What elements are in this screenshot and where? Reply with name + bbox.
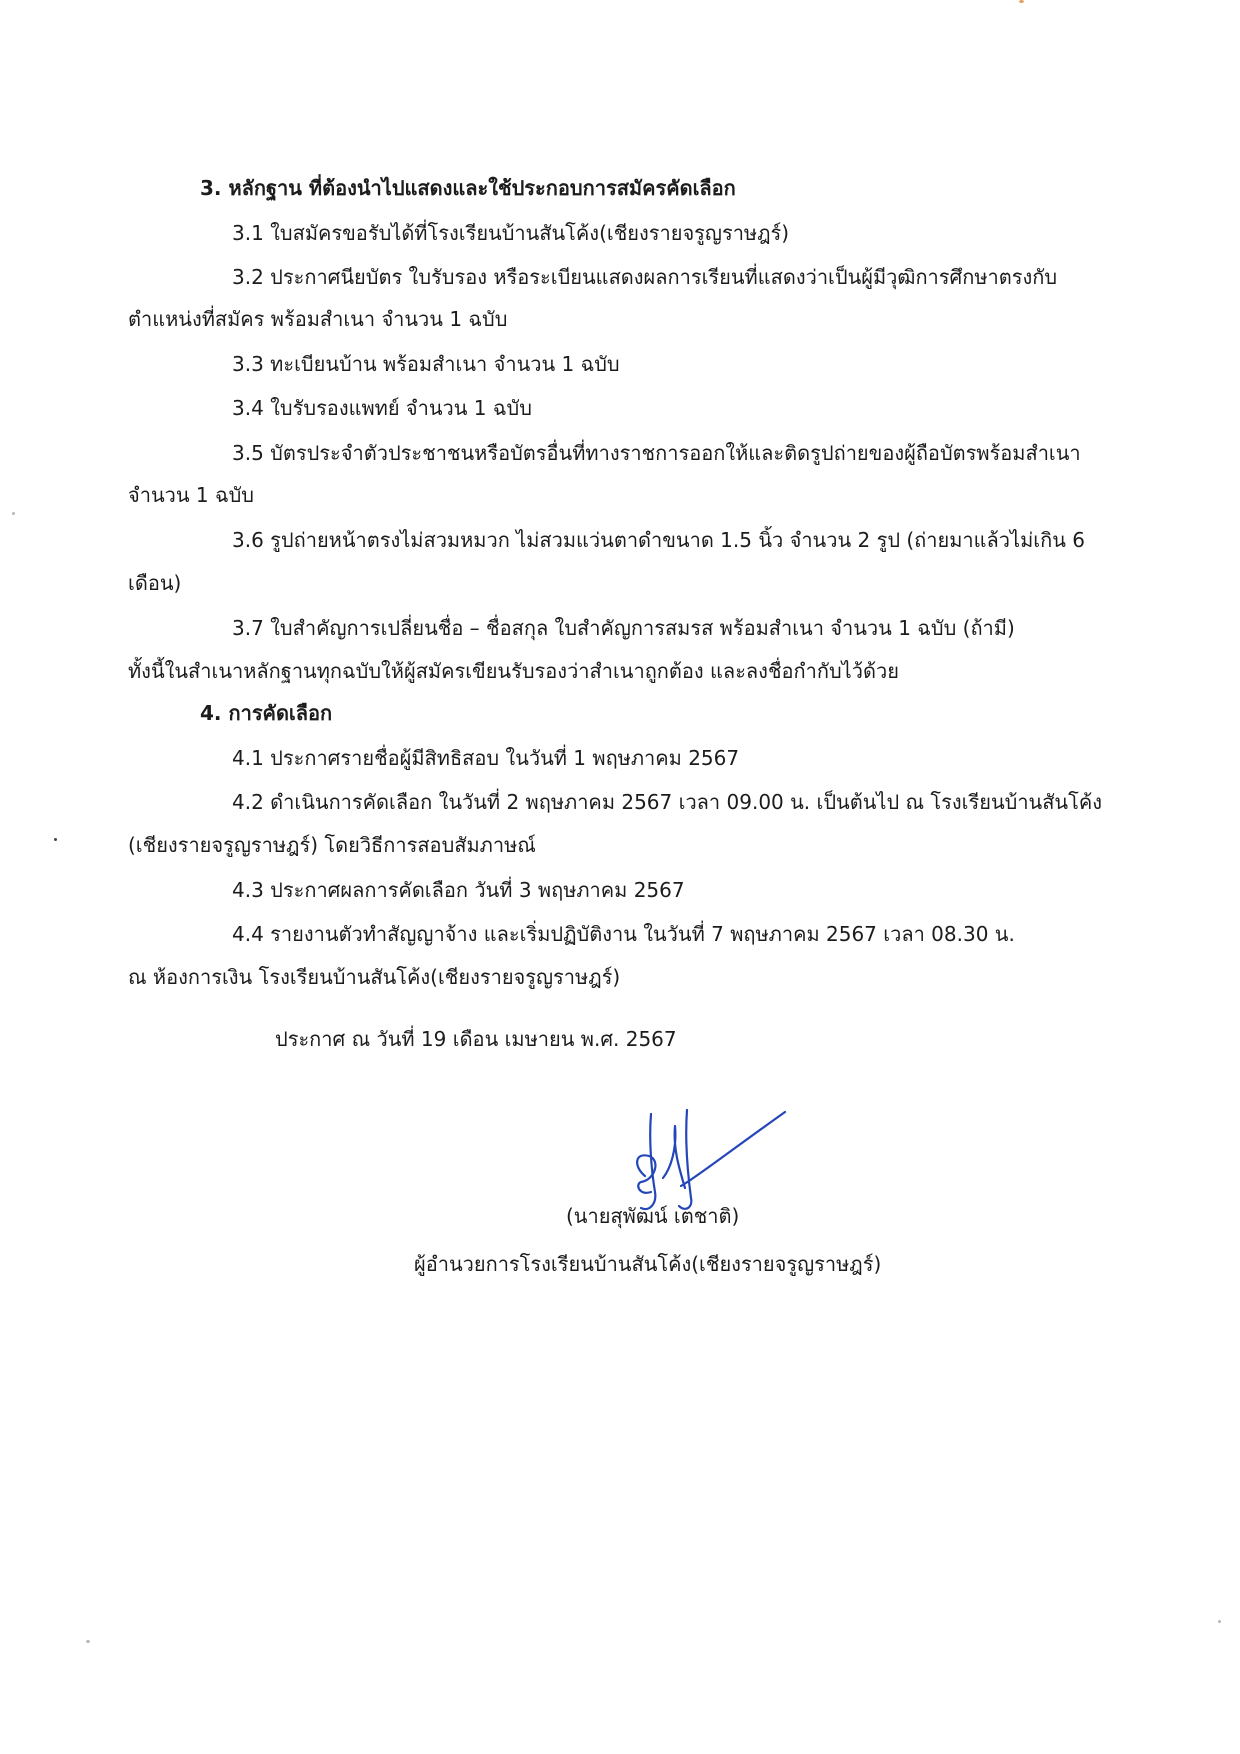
item-3-1: 3.1 ใบสมัครขอรับได้ที่โรงเรียนบ้านสันโค้ง(เชียงรายจรูญราษฎร์)	[232, 221, 790, 245]
scan-speck	[54, 838, 57, 841]
item-4-4-line2: ณ ห้องการเงิน โรงเรียนบ้านสันโค้ง(เชียงรายจรูญราษฎร์)	[128, 965, 621, 989]
section-4-heading: 4. การคัดเลือก	[200, 701, 333, 725]
item-3-6-line1: 3.6 รูปถ่ายหน้าตรงไม่สวมหมวก ไม่สวมแว่นตาดำขนาด 1.5 นิ้ว จำนวน 2 รูป (ถ่ายมาแล้วไม่เกิน 6	[232, 528, 1085, 552]
item-3-4: 3.4 ใบรับรองแพทย์ จำนวน 1 ฉบับ	[232, 396, 532, 420]
announcement-date: ประกาศ ณ วันที่ 19 เดือน เมษายน พ.ศ. 2567	[275, 1027, 677, 1051]
item-3-6-line2: เดือน)	[128, 571, 182, 595]
signer-name: (นายสุพัฒน์ เตชาติ)	[566, 1204, 740, 1228]
scan-speck	[1218, 1620, 1221, 1623]
scan-speck	[86, 1640, 90, 1643]
item-3-5-line1: 3.5 บัตรประจำตัวประชาชนหรือบัตรอื่นที่ทางราชการออกให้และติดรูปถ่ายของผู้ถือบัตรพร้อมสำเนา	[232, 441, 1081, 465]
item-4-2-line2: (เชียงรายจรูญราษฎร์) โดยวิธีการสอบสัมภาษณ์	[128, 833, 536, 857]
section-3-heading: 3. หลักฐาน ที่ต้องนำไปแสดงและใช้ประกอบการสมัครคัดเลือก	[200, 176, 736, 200]
item-3-5-line2: จำนวน 1 ฉบับ	[128, 483, 254, 507]
item-3-2-line2: ตำแหน่งที่สมัคร พร้อมสำเนา จำนวน 1 ฉบับ	[128, 307, 508, 331]
signer-position: ผู้อำนวยการโรงเรียนบ้านสันโค้ง(เชียงรายจรูญราษฎร์)	[414, 1252, 882, 1276]
item-4-4-line1: 4.4 รายงานตัวทำสัญญาจ้าง และเริ่มปฏิบัติงาน ในวันที่ 7 พฤษภาคม 2567 เวลา 08.30 น.	[232, 922, 1015, 946]
item-4-1: 4.1 ประกาศรายชื่อผู้มีสิทธิสอบ ในวันที่ 1 พฤษภาคม 2567	[232, 746, 740, 770]
item-3-2-line1: 3.2 ประกาศนียบัตร ใบรับรอง หรือระเบียนแสดงผลการเรียนที่แสดงว่าเป็นผู้มีวุฒิการศึกษาตรงกับ	[232, 265, 1058, 289]
item-4-2-line1: 4.2 ดำเนินการคัดเลือก ในวันที่ 2 พฤษภาคม 2567 เวลา 09.00 น. เป็นต้นไป ณ โรงเรียนบ้านสันโค้ง	[232, 790, 1102, 814]
scan-speck	[12, 512, 15, 515]
item-3-3: 3.3 ทะเบียนบ้าน พร้อมสำเนา จำนวน 1 ฉบับ	[232, 352, 620, 376]
evidence-note: ทั้งนี้ในสำเนาหลักฐานทุกฉบับให้ผู้สมัครเขียนรับรองว่าสำเนาถูกต้อง และลงชื่อกำกับไว้ด้วย	[128, 659, 899, 683]
item-3-7: 3.7 ใบสำคัญการเปลี่ยนชื่อ – ชื่อสกุล ใบสำคัญการสมรส พร้อมสำเนา จำนวน 1 ฉบับ (ถ้ามี)	[232, 616, 1015, 640]
item-4-3: 4.3 ประกาศผลการคัดเลือก วันที่ 3 พฤษภาคม 2567	[232, 878, 685, 902]
scan-speck	[1019, 0, 1024, 3]
